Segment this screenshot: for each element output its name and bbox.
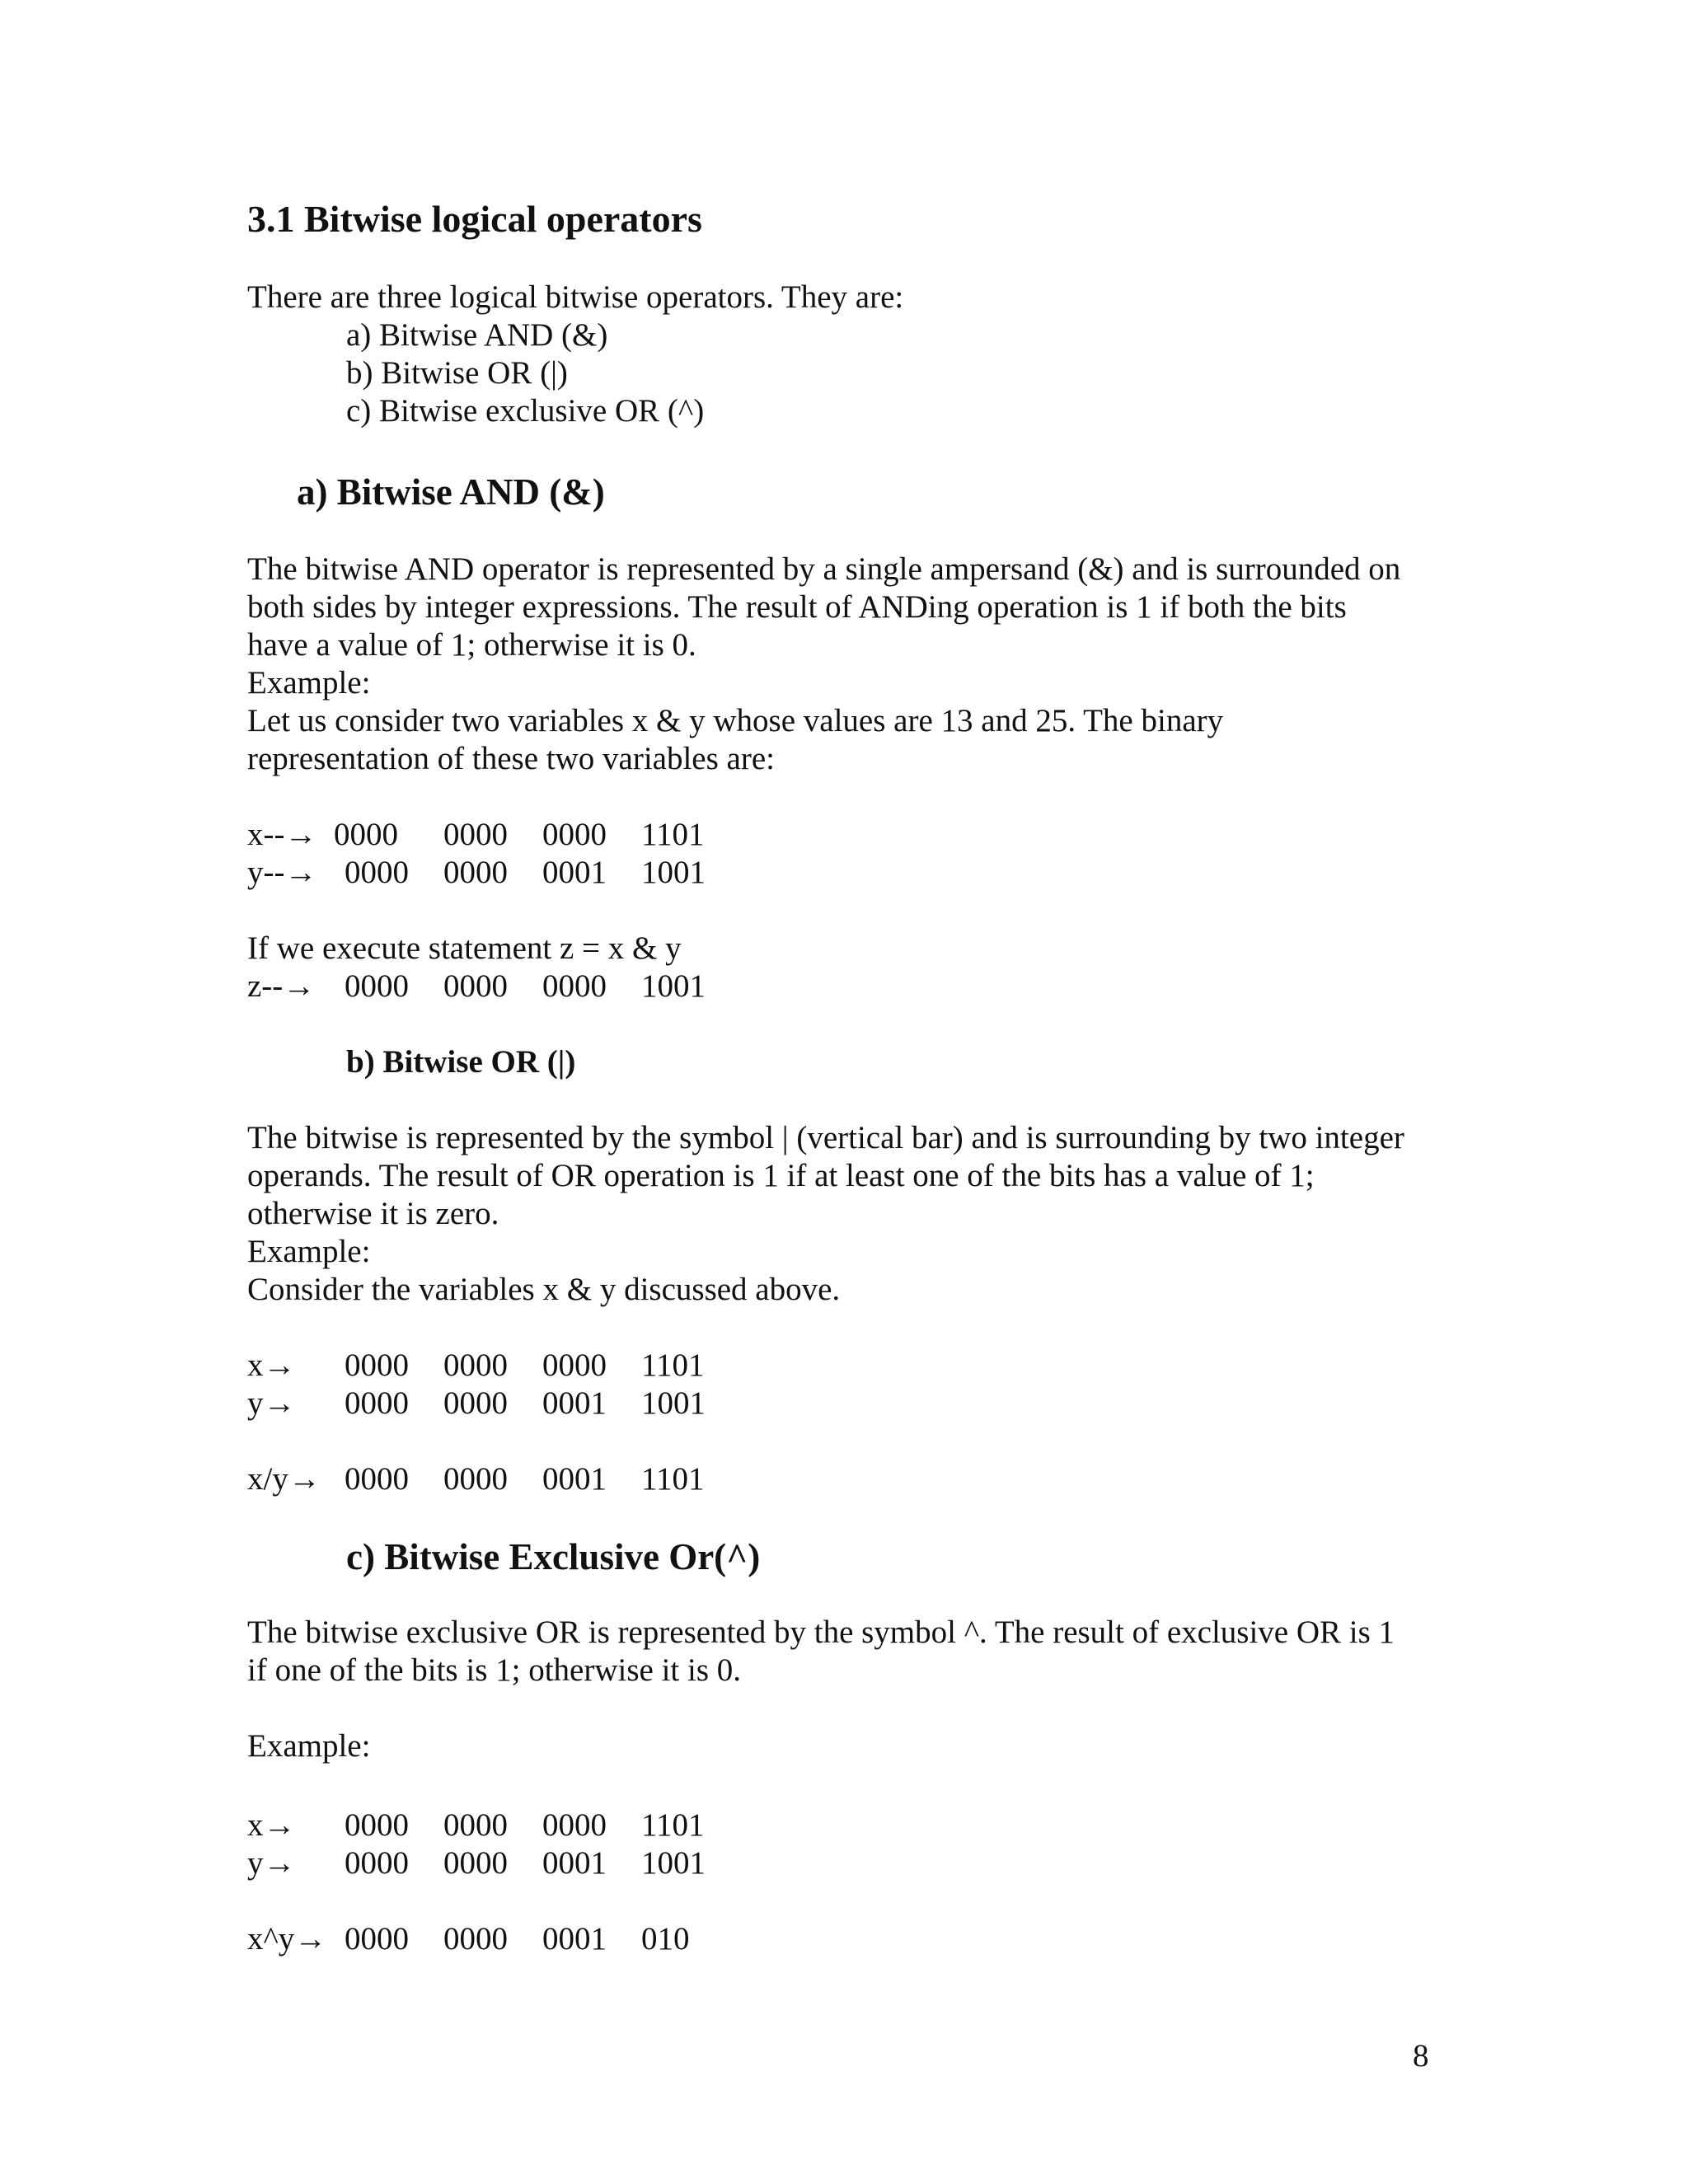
bit-group: 0000 [345, 1845, 409, 1881]
intro-list-item: a) Bitwise AND (&) [346, 317, 608, 353]
bit-row-x [247, 1347, 824, 1385]
bit-group: 0000 [345, 1347, 409, 1383]
row-label: y--→ [247, 855, 317, 890]
bit-group: 1101 [641, 1461, 705, 1497]
bit-group: 0000 [345, 1807, 409, 1843]
or-heading: b) Bitwise OR (|) [346, 1044, 576, 1080]
paragraph-line: both sides by integer expressions. The result of ANDing operation is 1 if both the bits [247, 589, 1347, 625]
row-label: x→ [247, 1807, 296, 1843]
bit-group: 0000 [345, 1921, 409, 1957]
bit-group: 0000 [443, 968, 508, 1004]
bit-group: 0000 [443, 1921, 508, 1957]
bit-group: 0000 [542, 1347, 607, 1383]
bit-group: 0000 [443, 855, 508, 890]
example-label: Example: [247, 665, 371, 701]
row-label: x→ [247, 1347, 296, 1383]
bit-row-result [247, 1920, 824, 1958]
bit-group: 0000 [345, 968, 409, 1004]
bit-group: 0000 [334, 817, 398, 852]
bit-group: 0000 [443, 1461, 508, 1497]
row-label: y→ [247, 1845, 296, 1881]
bit-group: 1001 [641, 1845, 706, 1881]
paragraph-line: The bitwise is represented by the symbol | (vertical bar) and is surrounding by two integer [247, 1120, 1404, 1155]
row-label: x^y→ [247, 1921, 327, 1957]
bit-group: 1001 [641, 968, 706, 1004]
bit-row-x [247, 1807, 824, 1844]
paragraph-line: The bitwise exclusive OR is represented by the symbol ^. The result of exclusive OR is 1 [247, 1615, 1395, 1650]
bit-group: 0000 [345, 1461, 409, 1497]
bit-group: 0001 [542, 1385, 607, 1421]
bit-group: 0000 [345, 855, 409, 890]
bit-row-result [247, 1460, 824, 1498]
bit-group: 0000 [345, 1385, 409, 1421]
bit-row-y [247, 854, 824, 892]
bit-group: 0000 [443, 1347, 508, 1383]
bit-group: 0000 [542, 817, 607, 852]
bit-group: 0000 [443, 1845, 508, 1881]
bit-group: 0000 [542, 968, 607, 1004]
paragraph-line: Consider the variables x & y discussed above. [247, 1272, 841, 1307]
bit-group: 1101 [641, 1807, 705, 1843]
example-label: Example: [247, 1234, 371, 1269]
bit-group: 0000 [443, 1385, 508, 1421]
paragraph-line: The bitwise AND operator is represented by a single ampersand (&) and is surrounded on [247, 551, 1401, 587]
bit-row-y [247, 1844, 824, 1882]
bit-group: 0001 [542, 1921, 607, 1957]
intro-text: There are three logical bitwise operators. They are: [247, 279, 904, 315]
section-title: 3.1 Bitwise logical operators [247, 198, 702, 240]
and-paragraph [247, 551, 1434, 778]
example-label: Example: [247, 1728, 371, 1764]
bit-group: 0000 [443, 1807, 508, 1843]
bit-group: 0000 [542, 1807, 607, 1843]
paragraph-line: operands. The result of OR operation is 1 if at least one of the bits has a value of 1; [247, 1158, 1315, 1193]
paragraph-line: have a value of 1; otherwise it is 0. [247, 627, 696, 663]
bit-group: 0000 [443, 817, 508, 852]
xor-paragraph [247, 1614, 1434, 1690]
bit-row-result [247, 968, 824, 1005]
intro-list-item: c) Bitwise exclusive OR (^) [346, 393, 705, 429]
paragraph-line: if one of the bits is 1; otherwise it is 0. [247, 1652, 742, 1688]
or-paragraph [247, 1119, 1434, 1309]
row-label: z--→ [247, 968, 316, 1004]
statement-text: If we execute statement z = x & y [247, 930, 682, 966]
bit-group: 1101 [641, 1347, 705, 1383]
paragraph-line: otherwise it is zero. [247, 1196, 499, 1231]
bit-group: 1001 [641, 855, 706, 890]
bit-group: 0001 [542, 1845, 607, 1881]
bit-group: 0001 [542, 855, 607, 890]
bit-group: 0001 [542, 1461, 607, 1497]
bit-row-x [247, 816, 824, 854]
bit-group: 010 [641, 1921, 690, 1957]
bit-group: 1001 [641, 1385, 706, 1421]
row-label: x--→ [247, 817, 317, 852]
row-label: y→ [247, 1385, 296, 1421]
row-label: x/y→ [247, 1461, 321, 1497]
and-heading: a) Bitwise AND (&) [297, 471, 605, 513]
page-number: 8 [1413, 2038, 1429, 2074]
intro-list-item: b) Bitwise OR (|) [346, 355, 568, 391]
paragraph-line: representation of these two variables are: [247, 741, 775, 776]
bit-group: 1101 [641, 817, 705, 852]
paragraph-line: Let us consider two variables x & y whose values are 13 and 25. The binary [247, 703, 1224, 738]
bit-row-y [247, 1385, 824, 1422]
xor-heading: c) Bitwise Exclusive Or(^) [346, 1536, 761, 1577]
